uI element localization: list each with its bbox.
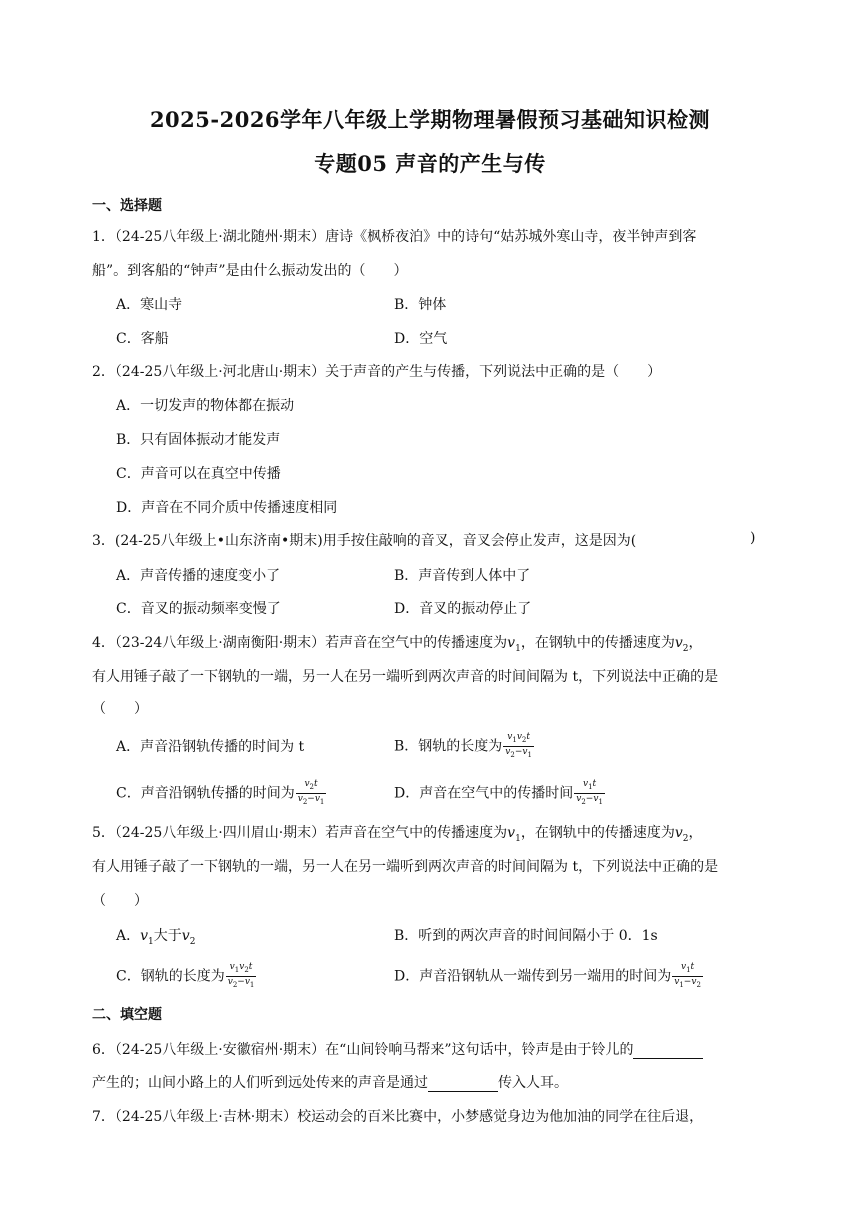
question-1-option-a: A．寒山寺	[116, 297, 183, 313]
question-6-text-part2: 产生的；山间小路上的人们听到远处传来的声音是通过	[92, 1075, 428, 1091]
symbol-v2: $v_2$	[181, 928, 196, 947]
question-4-paren: （ ）	[92, 701, 148, 717]
question-5-option-c	[116, 962, 256, 991]
question-3-text: 3．(24-25八年级上•山东济南•期末)用手按住敲响的音叉，音叉会停止发声，这是因为(	[92, 533, 637, 549]
question-4-option-c	[116, 779, 326, 808]
question-4-option-a: A．声音沿钢轨传播的时间为 t	[116, 739, 305, 755]
answer-blank[interactable]	[633, 1044, 703, 1059]
question-1-text-cont: 船”。到客船的“钟声”是由什么振动发出的（ ）	[92, 263, 408, 279]
fraction-v1t-over-v1-minus-v2: $\frac{v_1t}{v_1-v_2}$	[674, 962, 701, 989]
fraction-v1t-over-v2-minus-v1: $\frac{v_1t}{v_2-v_1}$	[576, 779, 603, 806]
question-2-option-a: A．一切发声的物体都在振动	[116, 398, 295, 414]
section-heading-fill: 二、填空题	[92, 1007, 162, 1023]
question-4-text: 4．（23-24八年级上·湖南衡阳·期末）若声音在空气中的传播速度为$v_1$，在钢轨中的传播速度为$v_2$，	[92, 635, 703, 654]
fraction-v1v2t-over-v2-minus-v1: $\frac{v_1v_2t}{v_2-v_1}$	[227, 962, 255, 989]
symbol-v2: $v_2$	[674, 635, 689, 654]
question-5-option-d	[394, 962, 703, 991]
question-2-option-c: C．声音可以在真空中传播	[116, 466, 281, 482]
question-7-text: 7．（24-25八年级上·吉林·期末）校运动会的百米比赛中，小梦感觉身边为他加油的同学在往后退，	[92, 1109, 704, 1125]
document-title: 2025-2026学年八年级上学期物理暑假预习基础知识检测	[149, 107, 711, 132]
question-4-option-d	[394, 779, 605, 808]
symbol-v1: $v_1$	[140, 928, 154, 947]
question-1-option-c: C．客船	[116, 331, 169, 347]
question-6-text-part3: 传入人耳。	[498, 1075, 568, 1091]
fraction-v2t-over-v2-minus-v1: $\frac{v_2t}{v_2-v_1}$	[297, 779, 325, 806]
question-5-option-a-text: 大于	[153, 928, 182, 944]
fraction-v1v2t-over-v2-minus-v1: $\frac{v_1v_2t}{v_2-v_1}$	[505, 732, 532, 759]
question-5-paren: （ ）	[92, 893, 148, 909]
question-4-text-cont: 有人用锤子敲了一下钢轨的一端，另一人在另一端听到两次声音的时间间隔为 t，下列说法中正确的是	[92, 669, 719, 685]
question-2-text: 2．（24-25八年级上·河北唐山·期末）关于声音的产生与传播，下列说法中正确的是（ ）	[92, 364, 662, 380]
question-6-text-cont	[92, 1072, 568, 1092]
question-3-option-a: A．声音传播的速度变小了	[116, 568, 281, 584]
question-1-option-b: B．钟体	[394, 297, 447, 313]
question-4-option-d-text: D．声音在空气中的传播时间	[394, 785, 574, 802]
question-4-option-c-text: C．声音沿钢轨传播的时间为	[116, 785, 295, 802]
question-4-text-part2: ，在钢轨中的传播速度为	[520, 635, 675, 651]
question-5-text-part2: ，在钢轨中的传播速度为	[520, 825, 675, 841]
question-1-option-d: D．空气	[394, 331, 448, 347]
symbol-v2: $v_2$	[674, 825, 689, 844]
question-3-paren-close: )	[750, 530, 756, 546]
answer-blank[interactable]	[428, 1077, 498, 1092]
question-6-text-part1: 6．（24-25八年级上·安徽宿州·期末）在“山间铃响马帮来”这句话中，铃声是由于铃儿的	[92, 1042, 634, 1058]
question-5-text-part1: 5．（24-25八年级上·四川眉山·期末）若声音在空气中的传播速度为	[92, 825, 508, 841]
symbol-v1: $v_1$	[507, 825, 521, 844]
question-1-text: 1．（24-25八年级上·湖北随州·期末）唐诗《枫桥夜泊》中的诗句“姑苏城外寒山寺，夜半钟声到客	[92, 229, 697, 245]
question-4-option-b-text: B．钢轨的长度为	[394, 738, 503, 755]
question-5-text-cont: 有人用锤子敲了一下钢轨的一端，另一人在另一端听到两次声音的时间间隔为 t，下列说法中正确的是	[92, 859, 719, 875]
question-5-option-c-text: C．钢轨的长度为	[116, 968, 225, 985]
question-5-option-b: B．听到的两次声音的时间间隔小于 0．1s	[394, 928, 658, 944]
question-2-option-d: D．声音在不同介质中传播速度相同	[116, 500, 338, 516]
question-4-text-part1: 4．（23-24八年级上·湖南衡阳·期末）若声音在空气中的传播速度为	[92, 635, 508, 651]
question-3-option-b: B．声音传到人体中了	[394, 568, 531, 584]
symbol-v1: $v_1$	[507, 635, 521, 654]
section-heading-choice: 一、选择题	[92, 198, 162, 214]
question-3-option-c: C．音叉的振动频率变慢了	[116, 601, 281, 617]
question-2-option-b: B．只有固体振动才能发声	[116, 432, 281, 448]
question-3-option-d: D．音叉的振动停止了	[394, 601, 532, 617]
question-4-option-b	[394, 732, 534, 761]
document-subtitle: 专题05 声音的产生与传	[314, 151, 546, 176]
question-5-option-a: A．$v_1$大于$v_2$	[116, 928, 196, 947]
question-6-text	[92, 1039, 703, 1059]
question-5-text: 5．（24-25八年级上·四川眉山·期末）若声音在空气中的传播速度为$v_1$，在钢轨中的传播速度为$v_2$，	[92, 825, 703, 844]
question-5-option-d-text: D．声音沿钢轨从一端传到另一端用的时间为	[394, 968, 672, 985]
